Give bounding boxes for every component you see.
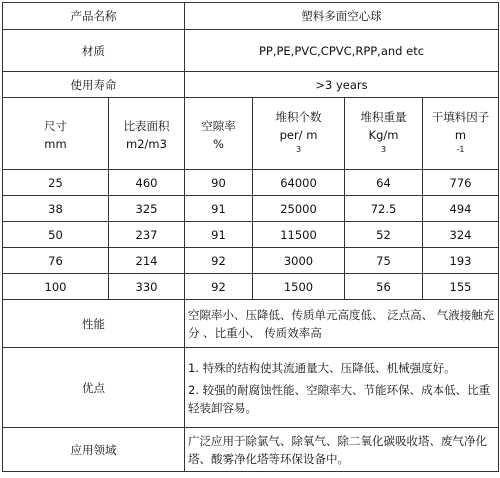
cell: 494 bbox=[423, 196, 499, 222]
cell: 11500 bbox=[253, 222, 345, 248]
cell: 91 bbox=[185, 222, 253, 248]
label-product-name: 产品名称 bbox=[3, 3, 185, 30]
row-advantages bbox=[3, 348, 499, 428]
col-header-size: 尺寸 mm bbox=[3, 98, 109, 170]
row-performance bbox=[3, 300, 499, 348]
cell: 237 bbox=[109, 222, 185, 248]
label-performance: 性能 bbox=[3, 300, 185, 348]
value-application bbox=[185, 428, 499, 472]
col-header-packing-weight: 堆积重量 Kg/m $^3$ bbox=[345, 98, 423, 170]
value-service-life: >3 years bbox=[185, 72, 499, 98]
cell: 25000 bbox=[253, 196, 345, 222]
table-row bbox=[3, 170, 499, 196]
cell: 56 bbox=[345, 274, 423, 300]
cell: 64 bbox=[345, 170, 423, 196]
row-material bbox=[3, 30, 499, 72]
cell: 325 bbox=[109, 196, 185, 222]
col-header-void-ratio: 空隙率 % bbox=[185, 98, 253, 170]
row-application bbox=[3, 428, 499, 472]
cell: 460 bbox=[109, 170, 185, 196]
cell: 90 bbox=[185, 170, 253, 196]
cell: 38 bbox=[3, 196, 109, 222]
cell: 91 bbox=[185, 196, 253, 222]
cell: 64000 bbox=[253, 170, 345, 196]
performance-text: 空隙率小、压降低、传质单元高度低、 泛点高、 气液接触充分 、比重小、 传质效率高 bbox=[188, 307, 495, 340]
cell: 330 bbox=[109, 274, 185, 300]
table-row bbox=[3, 248, 499, 274]
advantage-point-2: 2. 较强的耐腐蚀性能、空隙率大、节能环保、成本低、比重轻装卸容易。 bbox=[188, 382, 491, 415]
cell: 214 bbox=[109, 248, 185, 274]
cell: 92 bbox=[185, 248, 253, 274]
cell: 3000 bbox=[253, 248, 345, 274]
col-header-surface-area: 比表面积 m2/m3 bbox=[109, 98, 185, 170]
cell: 92 bbox=[185, 274, 253, 300]
label-material: 材质 bbox=[3, 30, 185, 72]
spec-sheet bbox=[2, 2, 498, 472]
col-header-packing-count: 堆积个数 per/ m $^3$ bbox=[253, 98, 345, 170]
advantage-point-1: 1. 特殊的结构使其流通量大、压降低、机械强度好。 bbox=[188, 360, 456, 375]
value-performance bbox=[185, 300, 499, 348]
row-product-name bbox=[3, 3, 499, 30]
cell: 72.5 bbox=[345, 196, 423, 222]
row-service-life bbox=[3, 72, 499, 98]
value-product-name: 塑料多面空心球 bbox=[185, 3, 499, 30]
table-row bbox=[3, 274, 499, 300]
cell: 52 bbox=[345, 222, 423, 248]
cell: 324 bbox=[423, 222, 499, 248]
value-advantages bbox=[185, 348, 499, 428]
column-header-row bbox=[3, 98, 499, 170]
application-text: 广泛应用于除氯气、除氧气、除二氧化碳吸收塔、废气净化塔、酸雾净化塔等环保设备中。 bbox=[188, 433, 487, 466]
cell: 50 bbox=[3, 222, 109, 248]
value-material: PP,PE,PVC,CPVC,RPP,and etc bbox=[185, 30, 499, 72]
label-application: 应用领域 bbox=[3, 428, 185, 472]
label-advantages: 优点 bbox=[3, 348, 185, 428]
cell: 193 bbox=[423, 248, 499, 274]
table-row bbox=[3, 196, 499, 222]
col-header-packing-factor: 干填料因子 m $^{-1}$ bbox=[423, 98, 499, 170]
table-row bbox=[3, 222, 499, 248]
cell: 1500 bbox=[253, 274, 345, 300]
cell: 25 bbox=[3, 170, 109, 196]
label-service-life: 使用寿命 bbox=[3, 72, 185, 98]
cell: 155 bbox=[423, 274, 499, 300]
spec-table bbox=[2, 2, 499, 472]
cell: 76 bbox=[3, 248, 109, 274]
cell: 75 bbox=[345, 248, 423, 274]
cell: 100 bbox=[3, 274, 109, 300]
cell: 776 bbox=[423, 170, 499, 196]
